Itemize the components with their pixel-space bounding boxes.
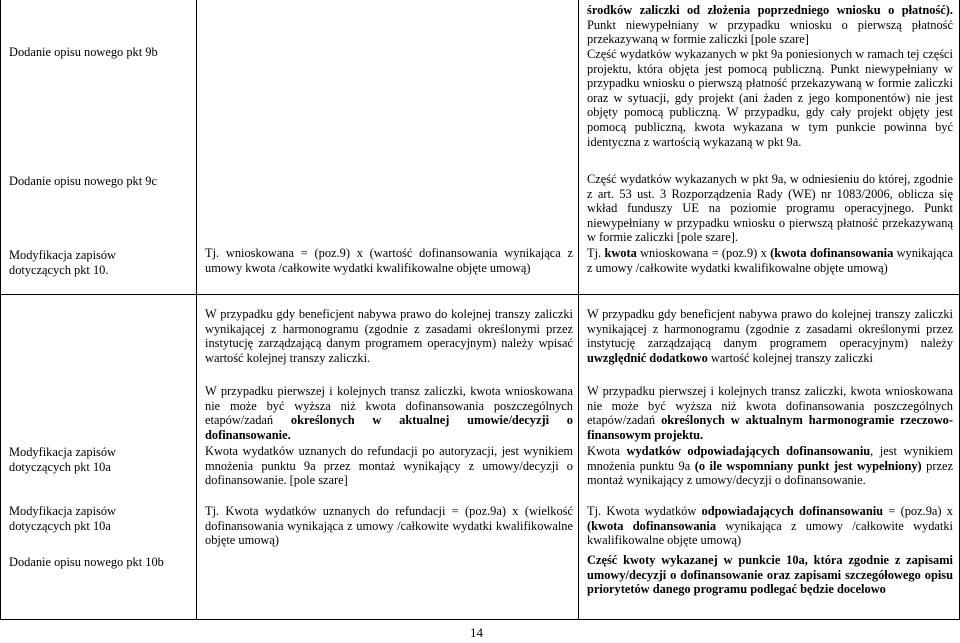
pkt-10a-old-p2-bold: określonych w aktualnej umowie/decyzji o dofinansowanie. [205,413,573,442]
pkt-10a-old-p3: Kwota wydatków uznanych do refundacji po autoryzacji, jest wynikiem mnożenia punktu 9a przez montaż wynikający z umowy/decyzji o dofinansowanie. [pole szare] [205,444,573,488]
pkt-10a-new-p1 [587,307,953,365]
pkt-10a-new-p1a: W przypadku gdy beneficjent nabywa prawo do kolejnej transzy zaliczki wynikającej z harmonogramu (zgodnie z zasadami określonymi przez instytucję zarządzającą danym programem operacyjnym) należy [587,307,953,351]
row-label-10a-2: Modyfikacja zapisów dotyczących pkt 10a [9,504,117,533]
pkt-10a-old-p4: Tj. Kwota wydatków uznanych do refundacji = (poz.9a) x (wielkość dofinansowania wynikająca z umowy /całkowite wydatki kwalifikowalne objęte umową) [205,504,573,548]
pkt-10a-new-p3c: , jest wynikiem mnożenia punktu 9a [587,444,954,473]
pkt-10a-new-p4c: = (poz.9a) x [883,504,953,518]
pkt-10a-new-p3a: Kwota [587,444,627,458]
continuation-rest: Punkt niewypełniany w przypadku wniosku o pierwszą płatność przekazywaną w formie zaliczki [pole szare] [587,17,953,47]
pkt-10-new-e: wynikająca z umowy /całkowite wydatki kwalifikowalne objęte umową) [587,246,953,275]
continuation-bold-line: środków zaliczki od złożenia poprzedniego wniosku o płatność). [587,3,953,17]
pkt-10a-new-p2a: W przypadku pierwszej i kolejnych transz zaliczki, kwota wnioskowana nie może być wyższa niż kwota dofinansowania poszczególnych etapów/zadań [587,384,953,428]
row-label-10a-1: Modyfikacja zapisów dotyczących pkt 10a [9,445,117,474]
pkt-10a-new-p3 [587,444,953,488]
pkt-10a-old-p1: W przypadku gdy beneficjent nabywa prawo do kolejnej transzy zaliczki wynikającej z harmonogramu (zgodnie z zasadami określonymi przez instytucję zarządzającą danym programem operacyjnym) należy wpisać wartość kolejnej transzy zaliczki. [205,307,573,365]
row-label-10: Modyfikacja zapisów dotyczących pkt 10. [9,248,117,277]
pkt-10a-new-p4e: wynikająca z umowy /całkowite wydatki kwalifikowalne objęte umową) [587,518,954,548]
continuation-text [587,3,953,47]
pkt-9b-new-text: Część wydatków wykazanych w pkt 9a poniesionych w ramach tej części projektu, która objęta jest pomocą publiczną. Punkt niewypełniany w przypadku wniosku o pierwszą płatność przekazywaną w formie zaliczki oraz w sytuacji, gdy projekt (ani żaden z jego komponentów) nie jest objęty pomocą publiczną. W przypadku, gdy cały projekt objęty jest pomocą publiczną, kwota wykazana w tym punkcie powinna być identyczna z wartością wykazaną w pkt 9a. [587,47,953,149]
table-border-left [0,0,1,620]
pkt-10-new-b: kwota [604,246,637,260]
table-bottom-border [0,619,960,620]
pkt-10a-new-p1c: wartość kolejnej transzy zaliczki [707,350,873,365]
pkt-10a-new-p4d: (kwota dofinansowania [587,518,717,533]
pkt-10a-new-p3e: przez montaż wynikający z umowy/decyzji o dofinansowanie. [587,458,953,488]
page-number: 14 [470,625,483,640]
pkt-10a-old-p2 [205,384,573,442]
pkt-10a-old-p2-text: W przypadku pierwszej i kolejnych transz zaliczki, kwota wnioskowana nie może być wyższa niż kwota dofinansowania poszczególnych etapów/zadań [205,384,573,428]
pkt-10-new-text [587,246,953,275]
row-label-10b: Dodanie opisu nowego pkt 10b [9,555,164,569]
pkt-10a-new-p2 [587,384,953,442]
column-divider-2 [578,0,579,620]
pkt-10-new-d: (kwota dofinansowania [770,246,894,260]
row-divider [0,294,960,295]
pkt-10a-new-p3d: (o ile wspomniany punkt jest wypełniony) [694,458,922,473]
pkt-10a-new-p1b: uwzględnić dodatkowo [587,350,708,365]
pkt-10a-new-p2b: określonych w aktualnym harmonogramie rzeczowo-finansowym projektu. [587,413,954,442]
pkt-9c-new-text: Część wydatków wykazanych w pkt 9a, w odniesieniu do której, zgodnie z art. 53 ust. 3 Rozporządzenia Rady (WE) nr 1083/2006, oblicza się wkład funduszy UE na poziomie programu operacyjnego. Punkt niewypełniany w przypadku wniosku o pierwszą płatność przekazywaną w formie zaliczki [pole szare]. [587,172,953,245]
pkt-10b-new-bold: Część kwoty wykazanej w punkcie 10a, która zgodnie z zapisami umowy/decyzji o dofinansowanie oraz zapisami szczegółowego opisu priorytetów danego programu podlegać będzie docelowo [587,553,953,597]
pkt-10b-new-text [587,553,953,597]
row-label-9c: Dodanie opisu nowego pkt 9c [9,174,157,188]
column-divider-1 [196,0,197,620]
pkt-10-old-text: Tj. wnioskowana = (poz.9) x (wartość dofinansowania wynikająca z umowy kwota /całkowite wydatki kwalifikowalne objęte umową) [205,246,573,275]
pkt-10a-new-p3b: wydatków odpowiadających dofinansowaniu [626,444,871,458]
pkt-10-new-c: wnioskowana = (poz.9) x [636,246,771,260]
pkt-10a-new-p4b: odpowiadających dofinansowaniu [701,504,884,518]
pkt-10-new-a: Tj. [587,246,605,260]
row-label-9b: Dodanie opisu nowego pkt 9b [9,45,158,59]
pkt-10a-new-p4a: Tj. Kwota wydatków [587,504,702,518]
pkt-10a-new-p4 [587,504,953,548]
